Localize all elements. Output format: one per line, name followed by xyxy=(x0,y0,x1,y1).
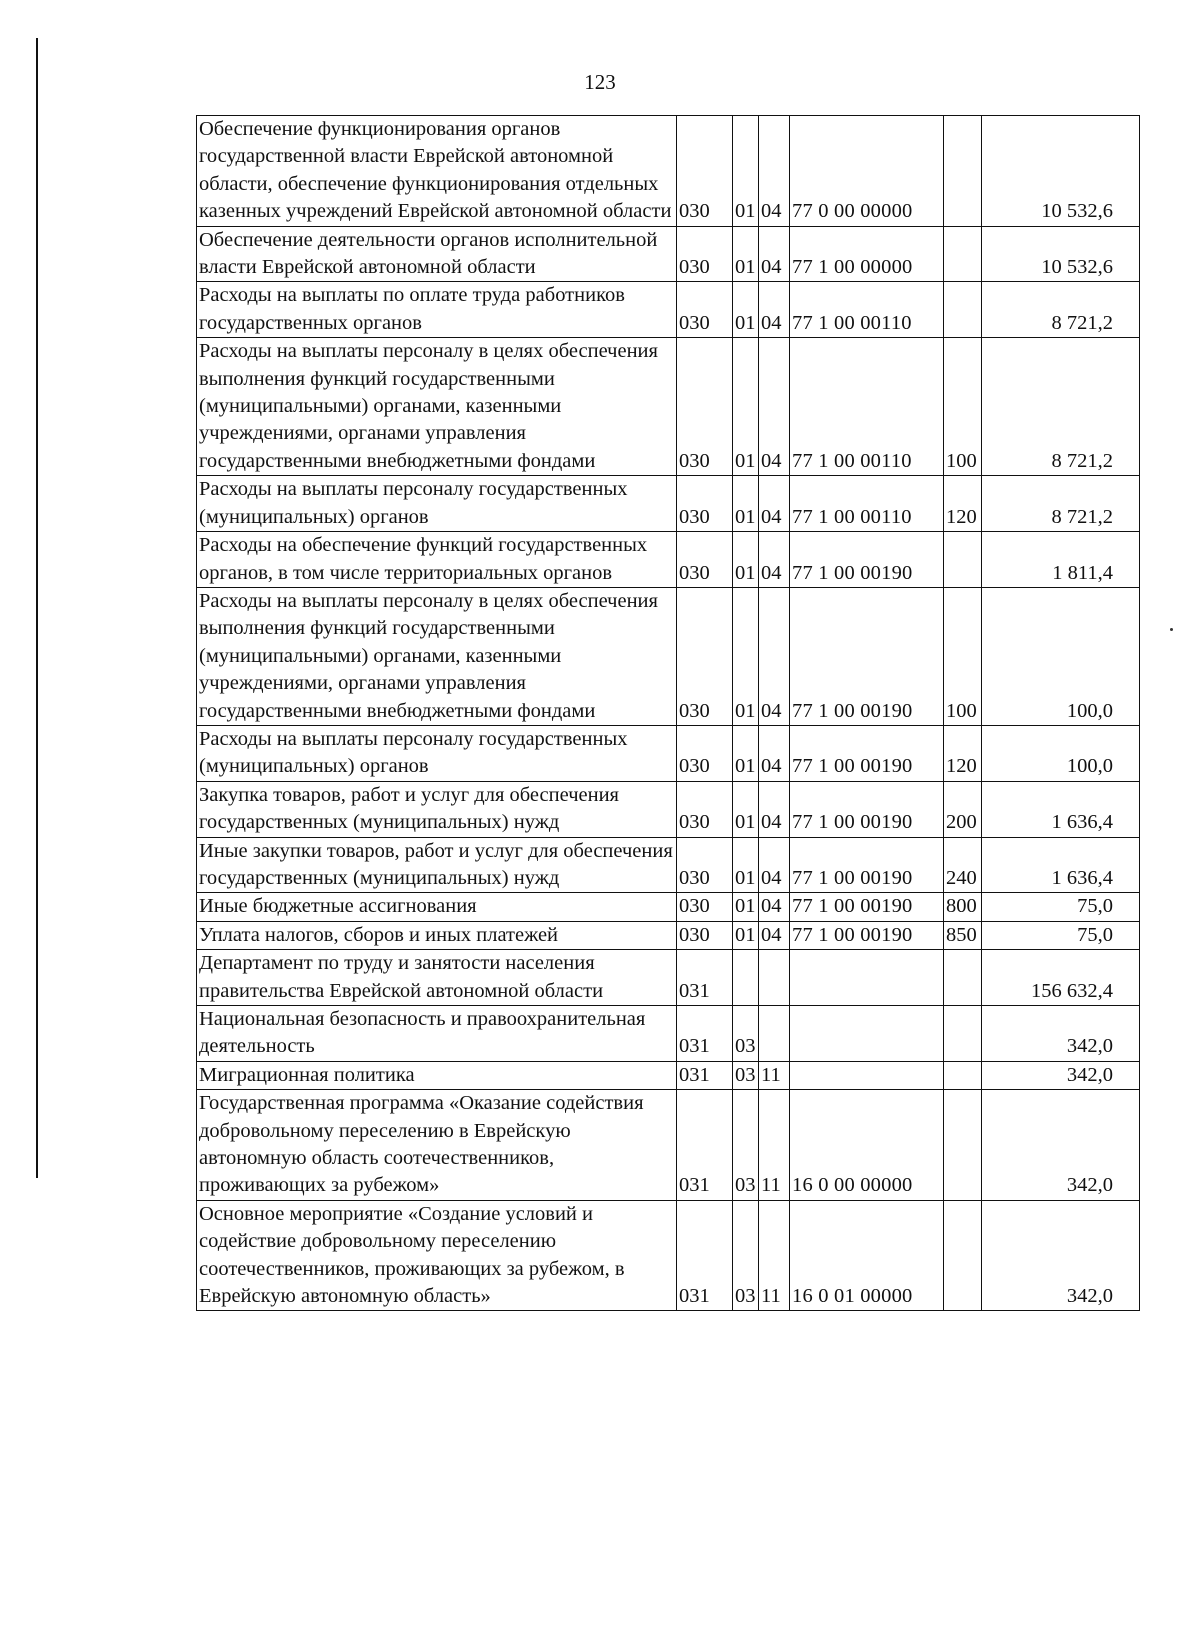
row-vr-code xyxy=(944,1090,982,1201)
row-amount: 342,0 xyxy=(982,1200,1140,1311)
budget-table xyxy=(196,115,1140,1311)
row-csr-code: 77 1 00 00110 xyxy=(790,282,944,338)
row-pr-code: 04 xyxy=(759,476,790,532)
row-rz-code: 01 xyxy=(733,837,759,893)
row-csr-code: 77 1 00 00110 xyxy=(790,338,944,476)
row-gr-code: 030 xyxy=(677,837,733,893)
row-csr-code: 16 0 01 00000 xyxy=(790,1200,944,1311)
scan-speck xyxy=(1170,628,1173,631)
row-amount: 100,0 xyxy=(982,725,1140,781)
row-name: Обеспечение деятельности органов исполнительной власти Еврейской автономной области xyxy=(197,226,677,282)
row-pr-code: 04 xyxy=(759,587,790,725)
row-name: Расходы на обеспечение функций государственных органов, в том числе территориальных органов xyxy=(197,532,677,588)
row-gr-code: 030 xyxy=(677,116,733,227)
row-gr-code: 030 xyxy=(677,476,733,532)
row-gr-code: 030 xyxy=(677,282,733,338)
row-rz-code: 01 xyxy=(733,921,759,949)
table-row xyxy=(197,1006,1140,1062)
row-gr-code: 030 xyxy=(677,338,733,476)
row-name: Уплата налогов, сборов и иных платежей xyxy=(197,921,677,949)
row-amount: 1 811,4 xyxy=(982,532,1140,588)
row-name: Иные закупки товаров, работ и услуг для обеспечения государственных (муниципальных) нужд xyxy=(197,837,677,893)
row-pr-code: 04 xyxy=(759,725,790,781)
row-amount: 342,0 xyxy=(982,1090,1140,1201)
row-rz-code: 01 xyxy=(733,338,759,476)
row-vr-code xyxy=(944,950,982,1006)
row-vr-code: 850 xyxy=(944,921,982,949)
row-gr-code: 030 xyxy=(677,532,733,588)
row-pr-code: 11 xyxy=(759,1061,790,1089)
table-row xyxy=(197,837,1140,893)
row-amount: 100,0 xyxy=(982,587,1140,725)
row-name: Обеспечение функционирования органов государственной власти Еврейской автономной области, обеспечение функционирования отдельных казенных учреждений Еврейской автономной области xyxy=(197,116,677,227)
row-pr-code: 04 xyxy=(759,893,790,921)
row-rz-code xyxy=(733,950,759,1006)
row-gr-code: 030 xyxy=(677,921,733,949)
row-name: Закупка товаров, работ и услуг для обеспечения государственных (муниципальных) нужд xyxy=(197,781,677,837)
row-csr-code xyxy=(790,950,944,1006)
row-vr-code xyxy=(944,1006,982,1062)
row-vr-code xyxy=(944,226,982,282)
row-pr-code: 04 xyxy=(759,921,790,949)
row-rz-code: 01 xyxy=(733,893,759,921)
row-csr-code: 77 1 00 00190 xyxy=(790,725,944,781)
row-gr-code: 030 xyxy=(677,893,733,921)
row-name: Иные бюджетные ассигнования xyxy=(197,893,677,921)
row-pr-code: 11 xyxy=(759,1200,790,1311)
row-gr-code: 031 xyxy=(677,1006,733,1062)
row-vr-code: 120 xyxy=(944,476,982,532)
row-amount: 75,0 xyxy=(982,921,1140,949)
row-amount: 10 532,6 xyxy=(982,226,1140,282)
row-csr-code xyxy=(790,1006,944,1062)
row-csr-code: 77 1 00 00190 xyxy=(790,532,944,588)
row-rz-code: 01 xyxy=(733,725,759,781)
table-row xyxy=(197,587,1140,725)
row-amount: 156 632,4 xyxy=(982,950,1140,1006)
row-name: Государственная программа «Оказание содействия добровольному переселению в Еврейскую автономную область соотечественников, проживающих за рубежом» xyxy=(197,1090,677,1201)
row-csr-code: 77 1 00 00190 xyxy=(790,781,944,837)
table-row xyxy=(197,1090,1140,1201)
row-amount: 1 636,4 xyxy=(982,781,1140,837)
row-vr-code xyxy=(944,1061,982,1089)
binding-margin-line xyxy=(36,38,38,1178)
row-csr-code: 77 1 00 00190 xyxy=(790,587,944,725)
row-csr-code xyxy=(790,1061,944,1089)
row-rz-code: 01 xyxy=(733,781,759,837)
table-row xyxy=(197,725,1140,781)
row-rz-code: 01 xyxy=(733,116,759,227)
row-csr-code: 16 0 00 00000 xyxy=(790,1090,944,1201)
row-vr-code: 100 xyxy=(944,338,982,476)
row-rz-code: 01 xyxy=(733,282,759,338)
row-pr-code xyxy=(759,950,790,1006)
table-row xyxy=(197,116,1140,227)
row-name: Департамент по труду и занятости населения правительства Еврейской автономной области xyxy=(197,950,677,1006)
table-row xyxy=(197,1061,1140,1089)
row-vr-code xyxy=(944,1200,982,1311)
row-pr-code: 04 xyxy=(759,532,790,588)
table-row xyxy=(197,893,1140,921)
row-gr-code: 031 xyxy=(677,1061,733,1089)
row-name: Миграционная политика xyxy=(197,1061,677,1089)
row-pr-code: 04 xyxy=(759,338,790,476)
row-pr-code: 04 xyxy=(759,837,790,893)
row-vr-code xyxy=(944,532,982,588)
row-name: Расходы на выплаты персоналу в целях обеспечения выполнения функций государственными (муниципальными) органами, казенными учреждениями, органами управления государственными внебюджетными фондами xyxy=(197,338,677,476)
row-gr-code: 030 xyxy=(677,781,733,837)
row-rz-code: 01 xyxy=(733,587,759,725)
row-rz-code: 03 xyxy=(733,1006,759,1062)
row-rz-code: 03 xyxy=(733,1090,759,1201)
table-row xyxy=(197,338,1140,476)
row-gr-code: 031 xyxy=(677,950,733,1006)
row-rz-code: 03 xyxy=(733,1061,759,1089)
row-vr-code: 800 xyxy=(944,893,982,921)
row-vr-code: 100 xyxy=(944,587,982,725)
row-pr-code: 04 xyxy=(759,226,790,282)
row-rz-code: 01 xyxy=(733,476,759,532)
page-number: 123 xyxy=(584,70,616,94)
row-rz-code: 01 xyxy=(733,532,759,588)
row-gr-code: 031 xyxy=(677,1090,733,1201)
row-name: Расходы на выплаты персоналу государственных (муниципальных) органов xyxy=(197,725,677,781)
row-vr-code: 240 xyxy=(944,837,982,893)
table-row xyxy=(197,1200,1140,1311)
table-row xyxy=(197,921,1140,949)
row-name: Национальная безопасность и правоохранительная деятельность xyxy=(197,1006,677,1062)
row-amount: 10 532,6 xyxy=(982,116,1140,227)
row-name: Расходы на выплаты по оплате труда работников государственных органов xyxy=(197,282,677,338)
row-amount: 8 721,2 xyxy=(982,338,1140,476)
row-pr-code: 11 xyxy=(759,1090,790,1201)
row-gr-code: 030 xyxy=(677,587,733,725)
table-row xyxy=(197,532,1140,588)
table-row xyxy=(197,781,1140,837)
row-gr-code: 031 xyxy=(677,1200,733,1311)
row-vr-code xyxy=(944,282,982,338)
row-pr-code xyxy=(759,1006,790,1062)
row-csr-code: 77 1 00 00000 xyxy=(790,226,944,282)
row-pr-code: 04 xyxy=(759,282,790,338)
row-vr-code: 200 xyxy=(944,781,982,837)
row-amount: 8 721,2 xyxy=(982,282,1140,338)
row-pr-code: 04 xyxy=(759,116,790,227)
row-rz-code: 03 xyxy=(733,1200,759,1311)
table-row xyxy=(197,282,1140,338)
table-row xyxy=(197,476,1140,532)
row-name: Основное мероприятие «Создание условий и содействие добровольному переселению соотечественников, проживающих за рубежом, в Еврейскую автономную область» xyxy=(197,1200,677,1311)
row-gr-code: 030 xyxy=(677,226,733,282)
row-amount: 1 636,4 xyxy=(982,837,1140,893)
row-amount: 342,0 xyxy=(982,1006,1140,1062)
row-name: Расходы на выплаты персоналу в целях обеспечения выполнения функций государственными (муниципальными) органами, казенными учреждениями, органами управления государственными внебюджетными фондами xyxy=(197,587,677,725)
row-csr-code: 77 1 00 00190 xyxy=(790,893,944,921)
row-csr-code: 77 1 00 00190 xyxy=(790,837,944,893)
row-vr-code: 120 xyxy=(944,725,982,781)
row-vr-code xyxy=(944,116,982,227)
row-csr-code: 77 0 00 00000 xyxy=(790,116,944,227)
row-csr-code: 77 1 00 00110 xyxy=(790,476,944,532)
row-amount: 342,0 xyxy=(982,1061,1140,1089)
table-row xyxy=(197,226,1140,282)
row-rz-code: 01 xyxy=(733,226,759,282)
row-pr-code: 04 xyxy=(759,781,790,837)
row-gr-code: 030 xyxy=(677,725,733,781)
row-csr-code: 77 1 00 00190 xyxy=(790,921,944,949)
row-amount: 8 721,2 xyxy=(982,476,1140,532)
table-row xyxy=(197,950,1140,1006)
row-amount: 75,0 xyxy=(982,893,1140,921)
row-name: Расходы на выплаты персоналу государственных (муниципальных) органов xyxy=(197,476,677,532)
